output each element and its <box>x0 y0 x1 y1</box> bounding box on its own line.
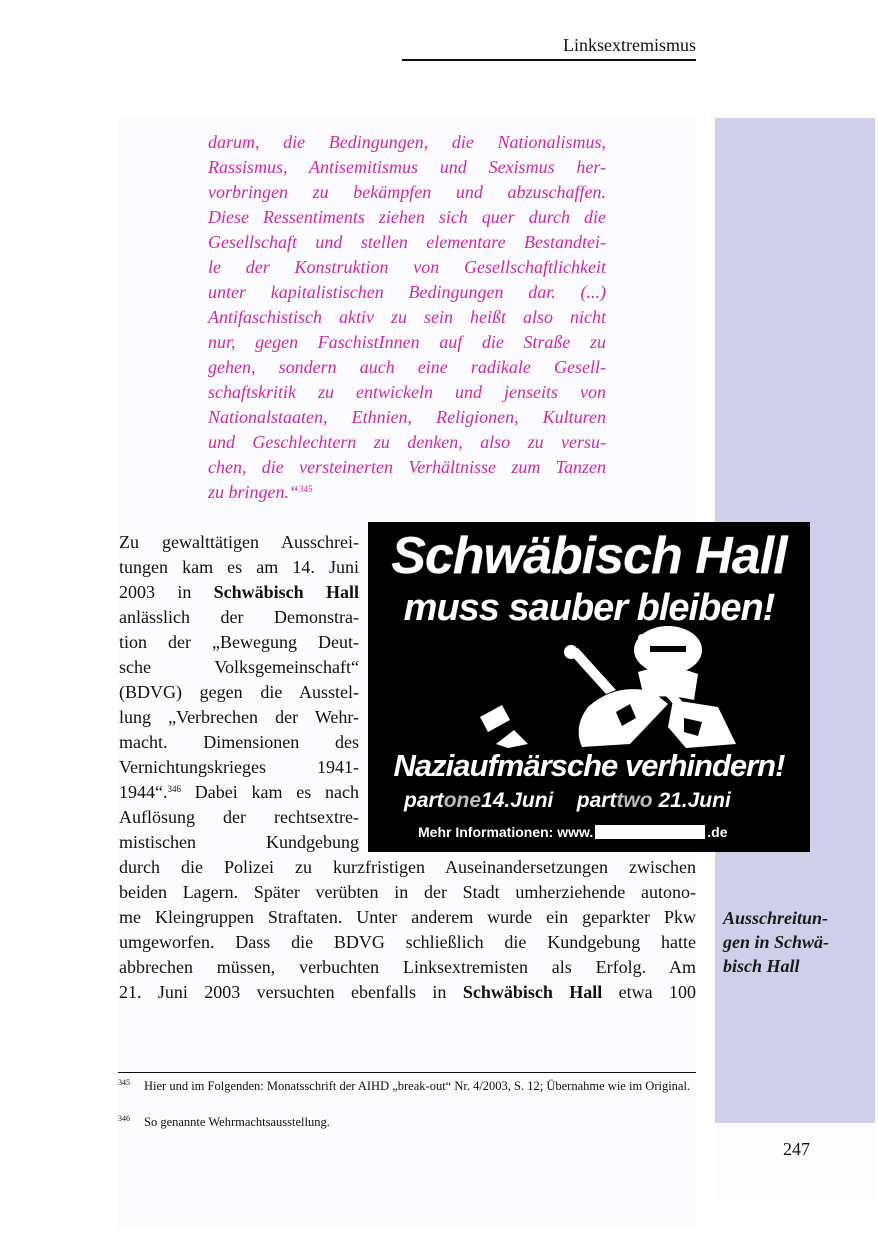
footnote <box>118 1114 696 1130</box>
footnote-number: 346 <box>118 1114 130 1123</box>
footnote <box>118 1078 696 1094</box>
footnote-ref: 345 <box>299 484 313 494</box>
quote-line: unter kapitalistischen Bedingungen dar. (...) <box>208 282 606 302</box>
poster-part-date: 21.Juni <box>658 789 731 812</box>
quote-line: gehen, sondern auch eine radikale Gesell- <box>208 357 606 377</box>
body-line: tungen kam es am 14. Juni <box>119 557 359 577</box>
quote-last-text: zu bringen.“ <box>208 482 300 502</box>
poster-image <box>368 522 810 852</box>
body-line-text: 1944“. <box>119 782 168 802</box>
body-line: anlässlich der Demonstra- <box>119 607 359 627</box>
margin-note-line: gen in Schwä- <box>723 932 830 952</box>
body-text-left <box>119 530 359 855</box>
poster-part-word: one <box>443 789 482 812</box>
body-line <box>119 980 696 1005</box>
quote-line: vorbringen zu bekämpfen und abzuschaffen. <box>208 182 606 202</box>
place-name: Schwäbisch Hall <box>462 982 603 1002</box>
body-line: Zu gewalttätigen Ausschrei- <box>119 532 359 552</box>
footnote-ref: 346 <box>167 784 181 794</box>
quote-line: darum, die Bedingungen, die Nationalismus, <box>208 132 606 152</box>
quote-line: und Geschlechtern zu denken, also zu versu- <box>208 432 606 452</box>
body-line-text: etwa 100 <box>618 982 697 1002</box>
poster-dates <box>404 788 731 814</box>
body-line-text: Dabei kam es nach <box>181 782 359 802</box>
body-line: beiden Lagern. Später verübten in der Stadt umherziehende autono- <box>119 882 696 902</box>
body-line: macht. Dimensionen des <box>119 732 359 752</box>
quote-line: nur, gegen FaschistInnen auf die Straße zu <box>208 332 606 352</box>
place-name: Schwäbisch Hall <box>213 582 360 602</box>
quote-line: schaftskritik zu entwickeln und jenseits von <box>208 382 606 402</box>
body-line <box>119 780 359 805</box>
page-number-box <box>715 1123 875 1200</box>
poster-part-label: part <box>404 789 444 812</box>
quote-line: Nationalstaaten, Ethnien, Religionen, Kulturen <box>208 407 606 427</box>
footnote-text: Hier und im Folgenden: Monatsschrift der AIHD „break-out“ Nr. 4/2003, S. 12; Übernahme wie im Original. <box>144 1079 691 1093</box>
body-line: umgeworfen. Dass die BDVG schließlich die Kundgebung hatte <box>119 932 696 952</box>
body-line: (BDVG) gegen die Ausstel- <box>119 682 359 702</box>
margin-note-line: bisch Hall <box>723 956 800 976</box>
redacted-url-bar <box>595 825 705 839</box>
footnote-number: 345 <box>118 1078 130 1087</box>
poster-part-word: two <box>616 789 653 812</box>
quote-line: Diese Ressentiments ziehen sich quer durch die <box>208 207 606 227</box>
margin-note-line: Ausschreitun- <box>723 908 829 928</box>
body-line: lung „Verbrechen der Wehr- <box>119 707 359 727</box>
body-line: Vernichtungskrieges 1941- <box>119 757 359 777</box>
body-line: durch die Polizei zu kurzfristigen Auseinandersetzungen zwischen <box>119 857 696 877</box>
quote-line: Antifaschistisch aktiv zu sein heißt also nicht <box>208 307 606 327</box>
footnote-divider <box>118 1072 696 1073</box>
poster-slogan: Naziaufmärsche verhindern! <box>393 748 785 783</box>
body-line: mistischen Kundgebung <box>119 832 359 852</box>
page-number: 247 <box>783 1139 810 1159</box>
poster-headline: Schwäbisch Hall <box>391 527 787 585</box>
quote-line: Gesellschaft und stellen elementare Bestandtei- <box>208 232 606 252</box>
body-line: tion der „Bewegung Deut- <box>119 632 359 652</box>
body-line: abbrechen müssen, verbuchten Linksextremisten als Erfolg. Am <box>119 957 696 977</box>
poster-info-suffix: .de <box>707 824 728 840</box>
quote-last-line <box>208 480 606 505</box>
body-line: me Kleingruppen Straftaten. Unter anderem wurde ein geparkter Pkw <box>119 907 696 927</box>
body-line <box>119 580 359 605</box>
running-title: Linksextremismus <box>402 34 696 61</box>
poster-part-label: part <box>576 789 617 812</box>
block-quote <box>208 130 606 505</box>
quote-line: chen, die versteinerten Verhältnisse zum Tanzen <box>208 457 606 477</box>
quote-line: le der Konstruktion von Gesellschaftlichkeit <box>208 257 606 277</box>
quote-line: Rassismus, Antisemitismus und Sexismus her- <box>208 157 606 177</box>
body-line: Auflösung der rechtsextre- <box>119 807 359 827</box>
body-line-text: 2003 in <box>119 582 192 602</box>
body-line-text: 21. Juni 2003 versuchten ebenfalls in <box>119 982 447 1002</box>
body-text-full <box>119 855 696 1005</box>
footnote-text: So genannte Wehrmachtsausstellung. <box>144 1115 330 1129</box>
body-line: sche Volksgemeinschaft“ <box>119 657 359 677</box>
poster-info-text: Mehr Informationen: www. <box>418 824 594 840</box>
poster-part-date: 14.Juni <box>481 789 554 812</box>
poster-info <box>418 822 728 842</box>
poster-subline: muss sauber bleiben! <box>403 587 775 629</box>
margin-note <box>723 906 863 978</box>
